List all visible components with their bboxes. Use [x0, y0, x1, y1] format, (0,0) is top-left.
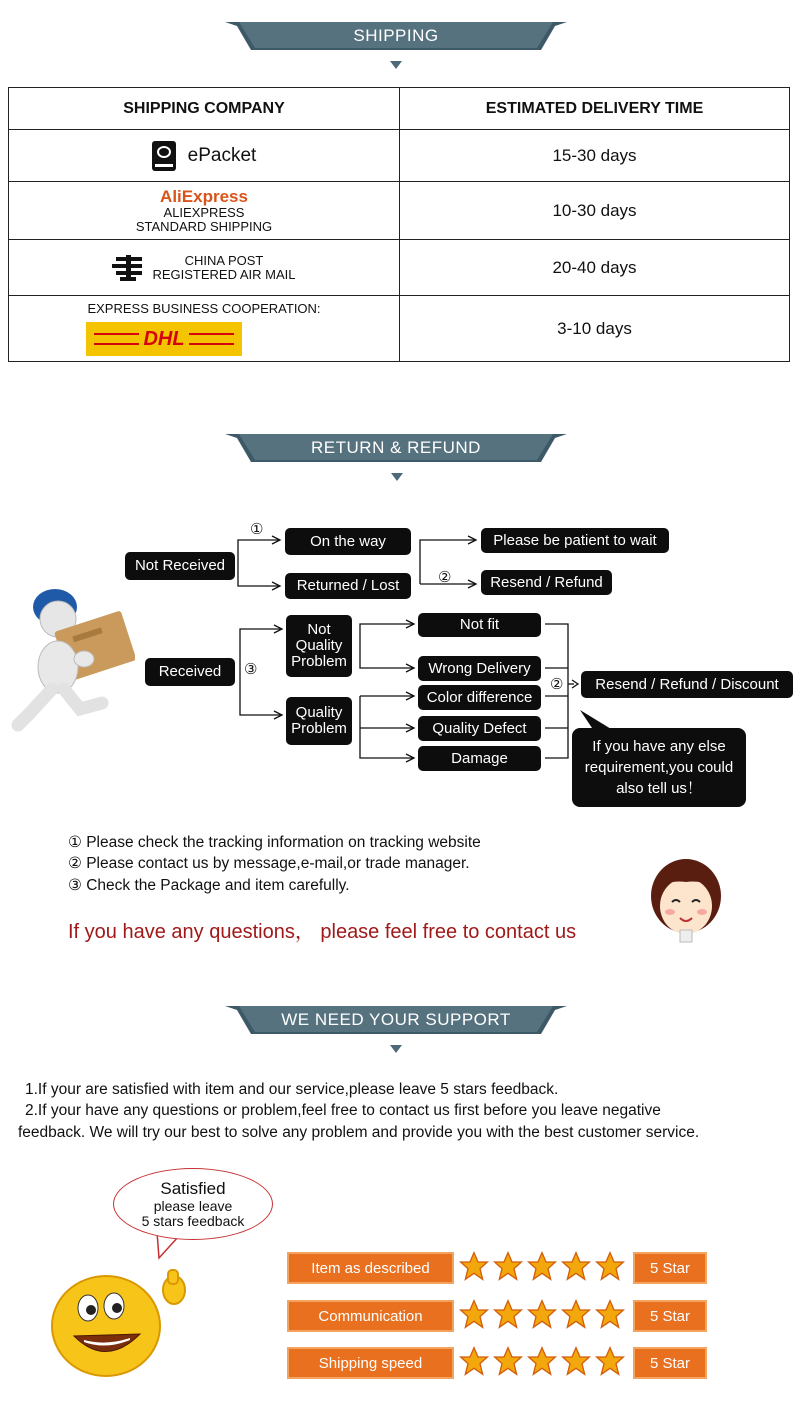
- not-received-box: Not Received: [125, 552, 235, 580]
- delivery-time: 10-30 days: [400, 182, 790, 240]
- shipping-title: SHIPPING: [353, 26, 439, 45]
- resend-refund-box: Resend / Refund: [481, 570, 612, 595]
- quality-problem-box: Quality Problem: [286, 697, 352, 745]
- star-icon: [458, 1345, 490, 1377]
- rating-label-communication: Communication: [287, 1300, 454, 1332]
- quality-defect-box: Quality Defect: [418, 716, 541, 741]
- shipping-banner: [225, 20, 567, 50]
- bubble-line-1: please leave: [153, 1198, 233, 1214]
- contact-us-text: If you have any questions， please feel free to contact us: [68, 921, 577, 943]
- not-quality-problem-box: Not Quality Problem: [286, 615, 352, 677]
- delivery-time: 20-40 days: [400, 240, 790, 296]
- customer-service-icon: [650, 858, 722, 944]
- dhl-logo: [86, 322, 242, 356]
- delivery-man-icon: [10, 585, 135, 735]
- smiley-thumbs-up-icon: [50, 1268, 195, 1378]
- step-one-marker: ①: [250, 521, 264, 538]
- support-banner: [225, 1004, 567, 1034]
- rating-value-shipping: 5 Star: [633, 1347, 707, 1379]
- company-line1: ALIEXPRESS: [163, 205, 245, 220]
- return-banner: [225, 432, 567, 462]
- return-title: RETURN & REFUND: [311, 438, 481, 457]
- step-two-marker: ②: [438, 569, 452, 586]
- support-line-2: 2.If your have any questions or problem,feel free to contact us first before you leave negative: [25, 1102, 661, 1119]
- note-contact: ② Please contact us by message,e-mail,or trade manager.: [68, 855, 470, 872]
- rating-stars-shipping: [458, 1345, 626, 1379]
- shipping-caret-icon: [390, 61, 402, 69]
- company-cell: [9, 296, 400, 362]
- bubble-title: Satisfied: [160, 1179, 226, 1198]
- rating-stars-communication: [458, 1298, 626, 1332]
- note-check: ③ Check the Package and item carefully.: [68, 877, 350, 894]
- delivery-time: 15-30 days: [400, 130, 790, 182]
- star-icon: [492, 1250, 524, 1282]
- aliexpress-logo: AliExpress: [160, 187, 248, 206]
- table-row: [9, 296, 790, 362]
- star-icon: [526, 1298, 558, 1330]
- satisfied-bubble: [113, 1168, 273, 1240]
- table-row: [9, 130, 790, 182]
- shipping-table: [8, 87, 790, 362]
- star-icon: [526, 1345, 558, 1377]
- be-patient-box: Please be patient to wait: [481, 528, 669, 553]
- star-icon: [594, 1298, 626, 1330]
- company-line2: REGISTERED AIR MAIL: [152, 266, 296, 282]
- company-line1: CHINA POST: [184, 252, 264, 268]
- rating-label-item: Item as described: [287, 1252, 454, 1284]
- company-cell: [9, 240, 400, 296]
- else-requirement-bubble: If you have any else requirement,you could also tell us！: [572, 728, 746, 807]
- company-cell: [9, 130, 400, 182]
- star-icon: [594, 1250, 626, 1282]
- rating-stars-item: [458, 1250, 626, 1284]
- color-difference-box: Color difference: [418, 685, 541, 710]
- header-company: SHIPPING COMPANY: [9, 88, 400, 130]
- company-name: EXPRESS BUSINESS COOPERATION:: [87, 301, 321, 316]
- star-icon: [492, 1345, 524, 1377]
- step-three-marker: ③: [244, 661, 258, 678]
- table-header-row: [9, 88, 790, 130]
- company-line2: STANDARD SHIPPING: [135, 219, 273, 234]
- china-post-logo-icon: [112, 253, 146, 283]
- support-caret-icon: [390, 1045, 402, 1053]
- support-title: WE NEED YOUR SUPPORT: [281, 1010, 511, 1029]
- wrong-delivery-box: Wrong Delivery: [418, 656, 541, 681]
- star-icon: [560, 1250, 592, 1282]
- support-line-3: feedback. We will try our best to solve any problem and provide you with the best customer service.: [18, 1124, 700, 1141]
- star-icon: [594, 1345, 626, 1377]
- star-icon: [458, 1298, 490, 1330]
- company-name: ePacket: [187, 144, 257, 166]
- rating-value-communication: 5 Star: [633, 1300, 707, 1332]
- resend-refund-discount-box: Resend / Refund / Discount: [581, 671, 793, 698]
- delivery-time: 3-10 days: [400, 296, 790, 362]
- returned-lost-box: Returned / Lost: [285, 573, 411, 599]
- received-box: Received: [145, 658, 235, 686]
- rating-label-shipping: Shipping speed: [287, 1347, 454, 1379]
- dhl-logo-text: DHL: [139, 328, 188, 351]
- company-cell: [9, 182, 400, 240]
- header-time: ESTIMATED DELIVERY TIME: [400, 88, 790, 130]
- damage-box: Damage: [418, 746, 541, 771]
- note-tracking: ① Please check the tracking information on tracking website: [68, 834, 481, 851]
- step-two-marker-right: ②: [550, 676, 564, 693]
- bubble-line-2: 5 stars feedback: [141, 1213, 245, 1229]
- not-fit-box: Not fit: [418, 613, 541, 637]
- star-icon: [526, 1250, 558, 1282]
- rating-value-item: 5 Star: [633, 1252, 707, 1284]
- star-icon: [458, 1250, 490, 1282]
- table-row: [9, 182, 790, 240]
- support-line-1: 1.If your are satisfied with item and our service,please leave 5 stars feedback.: [25, 1081, 559, 1098]
- star-icon: [492, 1298, 524, 1330]
- on-the-way-box: On the way: [285, 528, 411, 555]
- star-icon: [560, 1298, 592, 1330]
- table-row: [9, 240, 790, 296]
- star-icon: [560, 1345, 592, 1377]
- return-caret-icon: [391, 473, 403, 481]
- epacket-logo-icon: [152, 141, 176, 171]
